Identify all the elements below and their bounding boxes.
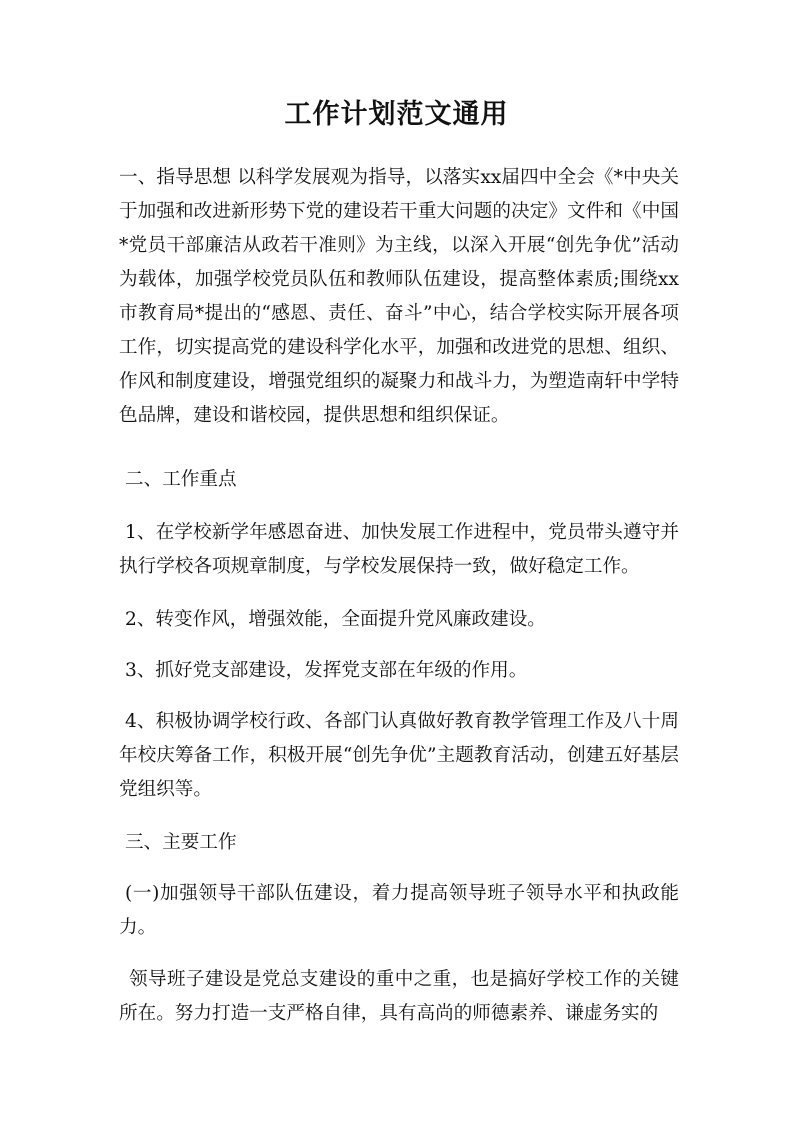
section-heading-work-focus: 二、工作重点 [125, 469, 237, 490]
paragraph-focus-4: 4、积极协调学校行政、各部门认真做好教育教学管理工作及八十周年校庆筹备工作，积极开展“创先争优”主题教育活动，创建五好基层党组织等。 [119, 711, 679, 800]
document-title: 工作计划范文通用 [284, 99, 509, 130]
paragraph-work-1-body: 领导班子建设是党总支建设的重中之重，也是搞好学校工作的关键所在。努力打造一支严格自律，具有高尚的师德素养、谦虚务实的 [119, 969, 679, 1024]
paragraph-guiding-thought: 一、指导思想 以科学发展观为指导，以落实xx届四中全会《*中央关于加强和改进新形势下党的建设若干重大问题的决定》文件和《中国*党员干部廉洁从政若干准则》为主线，以深入开展“创先争优”活动为载体，加强学校党员队伍和教师队伍建设，提高整体素质;围绕xx市教育局*提出的“感恩、责任、奋斗”中心，结合学校实际开展各项工作，切实提高党的建设科学化水平，加强和改进党的思想、组织、作风和制度建设，增强党组织的凝聚力和战斗力，为塑造南轩中学特色品牌，建设和谐校园，提供思想和组织保证。 [119, 167, 679, 426]
paragraph-focus-2: 2、转变作风，增强效能，全面提升党风廉政建设。 [125, 609, 546, 630]
paragraph-focus-1: 1、在学校新学年感恩奋进、加快发展工作进程中，党员带头遵守并执行学校各项规章制度，与学校发展保持一致，做好稳定工作。 [119, 522, 679, 577]
section-heading-main-work: 三、主要工作 [125, 832, 237, 853]
paragraph-focus-3: 3、抓好党支部建设，发挥党支部在年级的作用。 [125, 660, 528, 681]
paragraph-work-1: (一)加强领导干部队伍建设，着力提高领导班子领导水平和执政能力。 [119, 883, 679, 938]
